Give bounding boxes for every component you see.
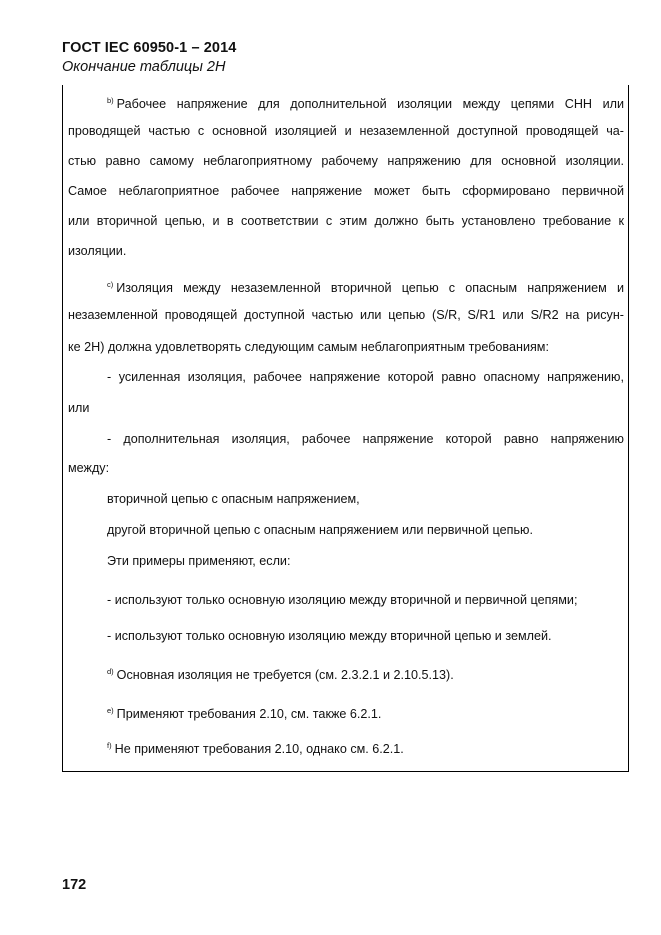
footnote-f-marker: f) <box>107 741 112 750</box>
footnote-f: $^{f)}$ Не применяют требования 2.10, однако см. 6.2.1. <box>107 741 404 756</box>
footnote-c-line-2: незаземленной проводящей доступной частью или цепью (S/R, S/R1 или S/R2 на рисун- <box>68 308 624 322</box>
footnote-e: $^{e)}$ Применяют требования 2.10, см. также 6.2.1. <box>107 706 382 721</box>
footnote-c-marker: c) <box>107 280 114 289</box>
table-continuation-caption: Окончание таблицы 2Н <box>62 59 226 75</box>
footnote-b-line-3: стью равно самому неблагоприятному рабочему напряжению для основной изоляции. <box>68 154 624 168</box>
footnote-c-line-1: $^{c)}$ Изоляция между незаземленной вторичной цепью с опасным напряжением и <box>107 280 624 295</box>
footnote-d-marker: d) <box>107 667 114 676</box>
footnote-b-line-4: Самое неблагоприятное рабочее напряжение может быть сформировано первичной <box>68 184 624 198</box>
footnote-c-subitem-1: вторичной цепью с опасным напряжением, <box>107 492 360 506</box>
footnote-c-item-2-cont: между: <box>68 461 110 475</box>
footnote-b-line-6: изоляции. <box>68 244 127 258</box>
footnote-b-line-5: или вторичной цепью, и в соответствии с этим должно быть установлено требование к <box>68 214 624 228</box>
footnote-b-line-1: $^{b)}$ Рабочее напряжение для дополнительной изоляции между цепями СНН или <box>107 96 624 111</box>
footnote-c-item-1-cont: или <box>68 401 90 415</box>
footnote-c-line-3: ке 2Н) должна удовлетворять следующим самым неблагоприятным требованиям: <box>68 340 549 354</box>
footnote-c-subitem-2: другой вторичной цепью с опасным напряжением или первичной цепью. <box>107 523 533 537</box>
footnote-c-condition-2: - используют только основную изоляцию между вторичной цепью и землей. <box>107 629 552 643</box>
footnote-c-item-1: - усиленная изоляция, рабочее напряжение которой равно опасному напряжению, <box>107 370 624 384</box>
footnote-d: $^{d)}$ Основная изоляция не требуется (см. 2.3.2.1 и 2.10.5.13). <box>107 667 454 682</box>
footnote-e-marker: e) <box>107 706 114 715</box>
footnote-b-marker: b) <box>107 96 114 105</box>
footnote-c-examples: Эти примеры применяют, если: <box>107 554 291 568</box>
footnote-c-condition-1: - используют только основную изоляцию между вторичной и первичной цепями; <box>107 593 578 607</box>
footnote-b-line-2: проводящей частью с основной изоляцией и незаземленной доступной проводящей ча- <box>68 124 624 138</box>
footnote-c-item-2: - дополнительная изоляция, рабочее напряжение которой равно напряжению <box>107 432 624 446</box>
page-number: 172 <box>62 877 87 893</box>
document-code: ГОСТ IEC 60950-1 – 2014 <box>62 40 237 56</box>
